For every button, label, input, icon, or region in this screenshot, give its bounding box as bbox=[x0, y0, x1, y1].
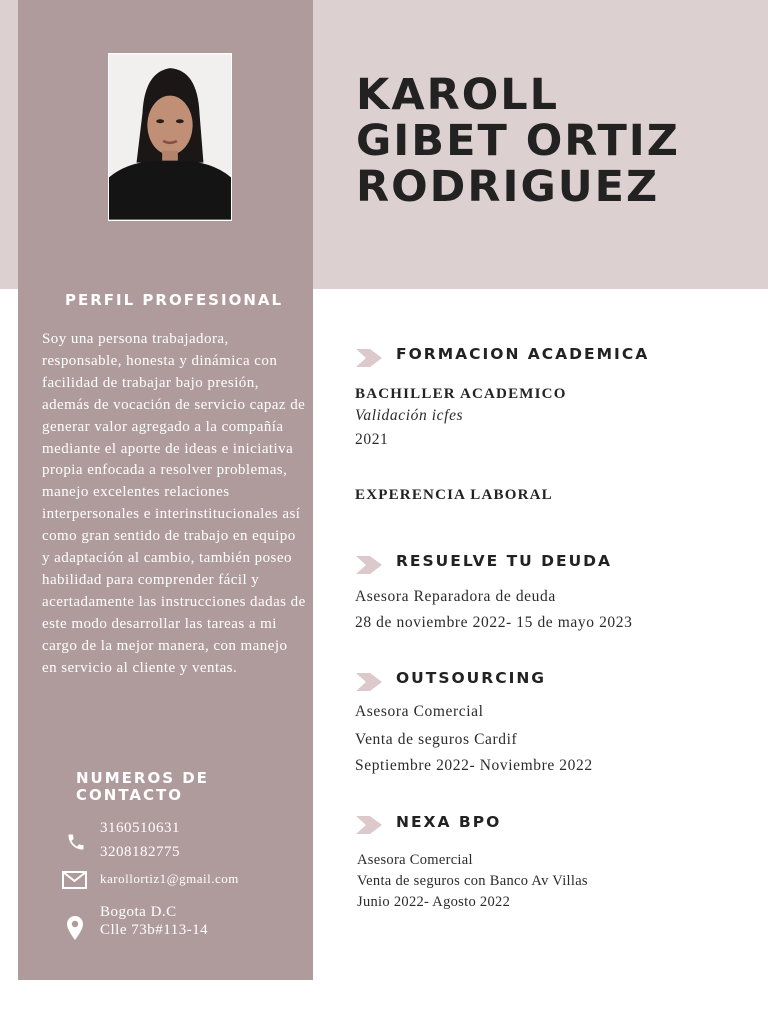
profile-photo bbox=[108, 53, 232, 221]
contact-heading bbox=[76, 770, 209, 804]
degree-year: 2021 bbox=[355, 431, 389, 448]
contact-heading-line: NUMEROS DE bbox=[76, 769, 209, 787]
job-company: OUTSOURCING bbox=[396, 669, 547, 687]
education-heading: FORMACION ACADEMICA bbox=[396, 345, 650, 363]
phone-number: 3208182775 bbox=[100, 844, 180, 860]
chevron-right-icon bbox=[356, 349, 382, 367]
profile-heading: PERFIL PROFESIONAL bbox=[65, 291, 284, 309]
degree-title: BACHILLER ACADEMICO bbox=[355, 386, 567, 402]
job-detail: Venta de seguros Cardif bbox=[355, 731, 518, 748]
experience-heading: EXPERENCIA LABORAL bbox=[355, 487, 553, 503]
envelope-icon bbox=[62, 871, 87, 889]
chevron-right-icon bbox=[356, 673, 382, 691]
address-line: Bogota D.C bbox=[100, 904, 177, 920]
phone-icon bbox=[66, 832, 86, 852]
profile-text: Soy una persona trabajadora, responsable, honesta y dinámica con facilidad de trabajar bajo presión, además de vocación de servicio capaz de generar valor agregado a la compañía mediante el aporte de ideas e iniciativa propia enfocada a resolver problemas, manejo excelentes relaciones interpersonales e interinstitucionales así como gran sentido de trabajo en equipo y adaptación al cambio, también poseo habilidad para comprender fácil y acertadamente las instrucciones dadas de este modo desarrollar las tareas a mi cargo de la mejor manera, con manejo en servicio al cliente y ventas. bbox=[42, 331, 306, 676]
job-detail: Asesora Reparadora de deuda bbox=[355, 588, 556, 605]
full-name bbox=[356, 72, 680, 210]
chevron-right-icon bbox=[356, 816, 382, 834]
job-detail: Septiembre 2022- Noviembre 2022 bbox=[355, 757, 593, 774]
degree-detail: Validación icfes bbox=[355, 407, 464, 424]
location-pin-icon bbox=[66, 915, 84, 941]
email-address: karollortiz1@gmail.com bbox=[100, 871, 239, 886]
job-detail: 28 de noviembre 2022- 15 de mayo 2023 bbox=[355, 614, 633, 631]
job-company: NEXA BPO bbox=[396, 813, 502, 831]
job-detail: Asesora Comercial bbox=[355, 703, 484, 720]
job-company: RESUELVE TU DEUDA bbox=[396, 552, 613, 570]
phone-number: 3160510631 bbox=[100, 820, 180, 836]
name-line: RODRIGUEZ bbox=[356, 162, 660, 212]
contact-heading-line: CONTACTO bbox=[76, 786, 183, 804]
portrait-image bbox=[109, 54, 231, 220]
job-detail: Junio 2022- Agosto 2022 bbox=[357, 894, 511, 910]
address-line: Clle 73b#113-14 bbox=[100, 922, 209, 938]
job-detail: Venta de seguros con Banco Av Villas bbox=[357, 873, 588, 889]
chevron-right-icon bbox=[356, 556, 382, 574]
name-line: GIBET ORTIZ bbox=[356, 116, 680, 166]
job-detail: Asesora Comercial bbox=[357, 852, 473, 868]
name-line: KAROLL bbox=[356, 70, 560, 120]
